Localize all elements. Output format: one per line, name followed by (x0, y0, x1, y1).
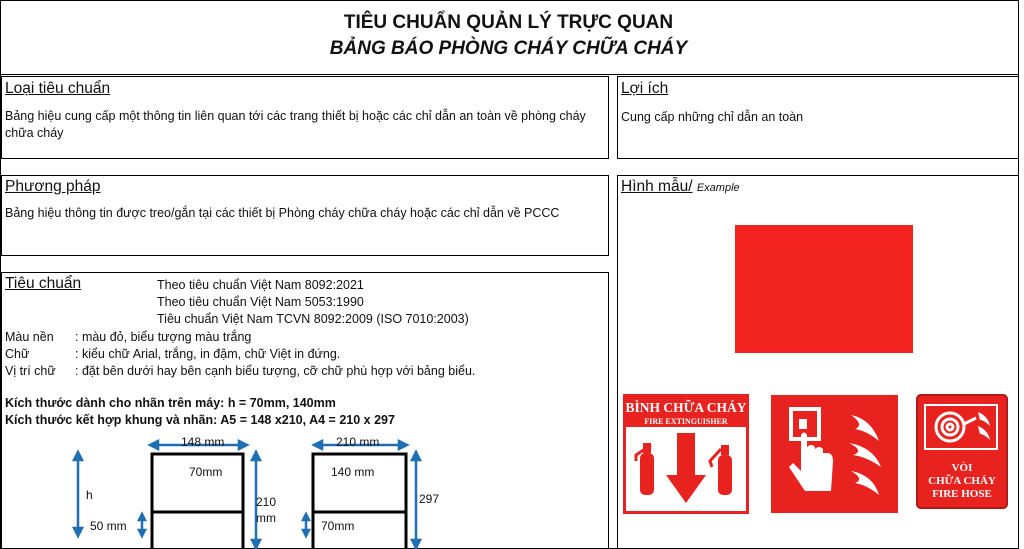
a4-top-label: 140 mm (331, 465, 375, 479)
hinhmau-title-suffix: Example (696, 182, 740, 194)
page-subtitle: BẢNG BÁO PHÒNG CHÁY CHỮA CHÁY (329, 38, 688, 59)
a4-width-label: 210 mm (336, 435, 380, 449)
sign3-line2: CHỮA CHÁY (928, 475, 996, 487)
std-line-2: Theo tiêu chuẩn Việt Nam 5053:1990 (157, 295, 364, 309)
tieuchuan-title: Tiêu chuẩn (5, 275, 82, 292)
sign3-line1: VÒI (951, 462, 973, 474)
sign1-subtitle: FIRE EXTINGUISHER (644, 417, 728, 426)
phuongphap-text: Bảng hiệu thông tin được treo/gắn tại các thiết bị Phòng cháy chữa cháy hoặc các chỉ dẫn về PCCC (5, 206, 560, 220)
vitri-label: Vị trí chữ (5, 364, 56, 378)
hinhmau-title-main: Hình mẫu/ (621, 178, 693, 195)
page-title: TIÊU CHUẨN QUẢN LÝ TRỰC QUAN (343, 12, 674, 33)
a5-width-label: 148 mm (181, 435, 225, 449)
a5-bottom-label: 50 mm (90, 519, 127, 533)
std-line-3: Tiêu chuẩn Việt Nam TCVN 8092:2009 (ISO 7010:2003) (157, 312, 469, 326)
vitri-value: : đặt bên dưới hay bên cạnh biểu tượng, cỡ chữ phù hợp với bảng biểu. (75, 364, 476, 378)
a5-height-unit: mm (256, 511, 276, 525)
fire-extinguisher-sign (623, 394, 749, 514)
fire-alarm-sign (771, 395, 898, 513)
chu-value: : kiểu chữ Arial, trắng, in đậm, chữ Việt in đứng. (75, 347, 341, 361)
loai-text: Bảng hiệu cung cấp một thông tin liên quan tới các trang thiết bị hoặc các chỉ dẫn an toàn về phòng cháy chữa cháy (5, 109, 586, 140)
a4-height-label: 297 (419, 492, 440, 506)
mau-value: : màu đỏ, biểu tượng màu trắng (75, 330, 252, 344)
fire-extinguisher-icon (626, 427, 746, 511)
sign1-title: BÌNH CHỮA CHÁY (625, 400, 747, 415)
loiich-text: Cung cấp những chỉ dẫn an toàn (621, 110, 804, 124)
fire-hose-icon (924, 404, 998, 450)
std-line-1: Theo tiêu chuẩn Việt Nam 8092:2021 (157, 278, 364, 292)
a4-bottom-label: 70mm (321, 519, 355, 533)
size-line-2: Kích thước kết hợp khung và nhãn: A5 = 148 x210, A4 = 210 x 297 (5, 413, 395, 427)
hinhmau-title (621, 178, 740, 196)
mau-label: Màu nền (5, 330, 54, 344)
fire-hose-sign (916, 394, 1008, 509)
a5-h-label: h (86, 488, 93, 502)
loai-title: Loại tiêu chuẩn (5, 80, 111, 97)
alarm-button-icon (771, 395, 898, 513)
phuongphap-title: Phương pháp (5, 178, 101, 195)
red-sample-square (735, 225, 913, 353)
sign3-line3: FIRE HOSE (932, 488, 992, 500)
a5-height-label: 210 (256, 495, 277, 509)
a5-top-label: 70mm (189, 465, 223, 479)
chu-label: Chữ (5, 347, 30, 361)
loiich-title: Lợi ích (621, 80, 669, 97)
size-line-1: Kích thước dành cho nhãn trên máy: h = 70mm, 140mm (5, 396, 336, 410)
